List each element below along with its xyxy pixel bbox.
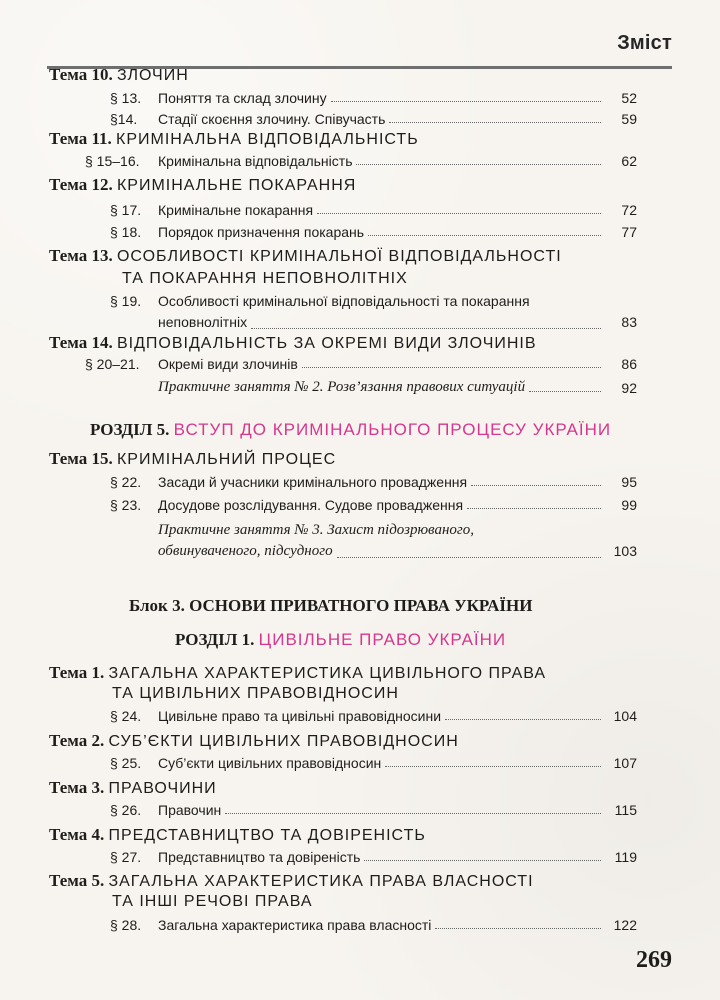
practice-2-page: 92	[621, 380, 637, 396]
entry-28-page: 122	[613, 917, 637, 933]
topic-10-title: ЗЛОЧИН	[116, 67, 189, 84]
running-head	[47, 26, 672, 69]
entry-27-page: 119	[614, 849, 637, 865]
entry-19-title-line1: Особливості кримінальної відповідальності та покарання	[158, 293, 530, 309]
entry-20-21-paragraph: § 20–21.	[85, 356, 140, 372]
topic-15	[49, 450, 336, 468]
topic-11	[49, 130, 419, 148]
entry-18-paragraph: § 18.	[110, 224, 142, 240]
entry-20-21-page: 86	[621, 356, 637, 372]
topic-1-continuation	[112, 684, 399, 702]
entry-20-21-title: Окремі види злочинів	[158, 356, 298, 372]
section-1	[175, 630, 506, 650]
entry-13	[110, 91, 637, 105]
entry-13-paragraph: § 13.	[110, 90, 142, 106]
practice-2-title: Практичне заняття № 2. Розв’язання правових ситуацій	[158, 379, 526, 395]
section-5-label: РОЗДІЛ 5.	[90, 420, 170, 439]
entry-27-leader	[364, 860, 601, 861]
block-3-title: Блок 3. ОСНОВИ ПРИВАТНОГО ПРАВА УКРАЇНИ	[129, 596, 533, 615]
topic-1-title-line2: ТА ЦИВІЛЬНИХ ПРАВОВІДНОСИН	[112, 685, 399, 702]
entry-19-leader	[251, 328, 601, 329]
topic-10-label: Тема 10.	[49, 65, 113, 84]
topic-1-title-line1: ЗАГАЛЬНА ХАРАКТЕРИСТИКА ЦИВІЛЬНОГО ПРАВА	[108, 665, 547, 682]
entry-26-leader	[225, 813, 601, 814]
practice-2-leader	[529, 391, 601, 392]
entry-17-page: 72	[621, 202, 637, 218]
entry-28-title: Загальна характеристика права власності	[158, 917, 432, 933]
entry-18-title: Порядок призначення покарань	[158, 224, 365, 240]
entry-18-leader	[368, 235, 601, 236]
entry-28-leader	[435, 928, 601, 929]
topic-14-label: Тема 14.	[49, 333, 113, 352]
topic-10	[49, 66, 189, 84]
topic-5-title-line1: ЗАГАЛЬНА ХАРАКТЕРИСТИКА ПРАВА ВЛАСНОСТІ	[108, 873, 534, 890]
entry-23-paragraph: § 23.	[110, 497, 142, 513]
topic-11-title: КРИМІНАЛЬНА ВІДПОВІДАЛЬНІСТЬ	[116, 131, 419, 148]
topic-3-label: Тема 3.	[49, 778, 105, 797]
entry-24-page: 104	[613, 708, 637, 724]
entry-15-16-page: 62	[621, 153, 637, 169]
entry-17-leader	[317, 213, 601, 214]
topic-15-label: Тема 15.	[49, 449, 113, 468]
entry-23-leader	[467, 508, 601, 509]
entry-13-page: 52	[621, 90, 637, 106]
entry-28-paragraph: § 28.	[110, 917, 142, 933]
entry-28	[110, 918, 637, 932]
entry-25	[110, 756, 637, 770]
entry-24	[110, 709, 637, 723]
topic-13-label: Тема 13.	[49, 246, 113, 265]
topic-4	[49, 826, 426, 844]
entry-24-leader	[445, 719, 601, 720]
entry-25-leader	[385, 766, 601, 767]
entry-27-title: Представництво та довіреність	[158, 849, 361, 865]
practice-3-page: 103	[613, 543, 637, 560]
entry-25-paragraph: § 25.	[110, 755, 142, 771]
entry-18	[110, 225, 637, 239]
section-1-title: ЦИВІЛЬНЕ ПРАВО УКРАЇНИ	[258, 630, 507, 649]
entry-26	[110, 803, 637, 817]
section-5-title: ВСТУП ДО КРИМІНАЛЬНОГО ПРОЦЕСУ УКРАЇНИ	[173, 420, 612, 439]
topic-5-label: Тема 5.	[49, 871, 105, 890]
entry-15-16-leader	[356, 164, 601, 165]
entry-19-paragraph: § 19.	[110, 293, 142, 309]
entry-27	[110, 850, 637, 864]
entry-24-title: Цивільне право та цивільні правовідносини	[158, 708, 442, 724]
topic-11-label: Тема 11.	[49, 129, 112, 148]
topic-13	[49, 247, 562, 265]
entry-22-paragraph: § 22.	[110, 474, 142, 490]
entry-23-page: 99	[621, 497, 637, 513]
practice-3-leader	[337, 557, 601, 558]
entry-15-16-paragraph: § 15–16.	[85, 153, 140, 169]
entry-22-page: 95	[621, 474, 637, 490]
entry-19-page: 83	[621, 314, 637, 330]
practice-2	[158, 380, 637, 395]
entry-14-paragraph: §14.	[110, 111, 138, 127]
entry-20-21-leader	[302, 367, 601, 368]
practice-3-title-line2: обвинуваченого, підсудного	[158, 543, 333, 559]
running-head-title: Зміст	[617, 32, 672, 54]
topic-5	[49, 872, 534, 890]
entry-14-title: Стадії скоєння злочину. Співучасть	[158, 111, 386, 127]
entry-25-title: Суб’єкти цивільних правовідносин	[158, 755, 382, 771]
entry-17	[110, 203, 637, 217]
topic-13-title-line2: ТА ПОКАРАННЯ НЕПОВНОЛІТНІХ	[122, 270, 408, 287]
entry-26-title: Правочин	[158, 802, 222, 818]
topic-5-title-line2: ТА ІНШІ РЕЧОВІ ПРАВА	[112, 893, 313, 910]
entry-15-16	[85, 154, 637, 168]
topic-2-label: Тема 2.	[49, 731, 105, 750]
entry-19-title-line2: неповнолітніх	[158, 314, 248, 330]
section-1-label: РОЗДІЛ 1.	[175, 630, 255, 649]
entry-26-page: 115	[614, 802, 637, 818]
section-5	[90, 420, 611, 440]
entry-14-leader	[389, 122, 601, 123]
entry-23	[110, 498, 637, 512]
entry-26-paragraph: § 26.	[110, 802, 142, 818]
topic-12-label: Тема 12.	[49, 175, 113, 194]
practice-3-title-line1: Практичне заняття № 3. Захист підозрюваного,	[158, 522, 474, 538]
entry-14-page: 59	[621, 111, 637, 127]
entry-17-title: Кримінальне покарання	[158, 202, 314, 218]
entry-23-title: Досудове розслідування. Судове провадження	[158, 497, 464, 513]
topic-14-title: ВІДПОВІДАЛЬНІСТЬ ЗА ОКРЕМІ ВИДИ ЗЛОЧИНІВ	[116, 335, 537, 352]
topic-14	[49, 334, 537, 352]
entry-25-page: 107	[613, 755, 637, 771]
topic-1	[49, 664, 546, 682]
topic-5-continuation	[112, 892, 313, 910]
topic-4-label: Тема 4.	[49, 825, 105, 844]
topic-2	[49, 732, 459, 750]
topic-4-title: ПРЕДСТАВНИЦТВО ТА ДОВІРЕНІСТЬ	[108, 827, 426, 844]
entry-20-21	[85, 357, 637, 371]
topic-12-title: КРИМІНАЛЬНЕ ПОКАРАННЯ	[116, 177, 357, 194]
entry-22-title: Засади й учасники кримінального провадження	[158, 474, 468, 490]
topic-15-title: КРИМІНАЛЬНИЙ ПРОЦЕС	[116, 451, 337, 468]
topic-3	[49, 779, 217, 797]
topic-3-title: ПРАВОЧИНИ	[108, 780, 217, 797]
page-number: 269	[636, 947, 672, 973]
entry-24-paragraph: § 24.	[110, 708, 142, 724]
topic-1-label: Тема 1.	[49, 663, 105, 682]
topic-13-continuation	[122, 269, 408, 287]
practice-3-line2	[158, 541, 637, 561]
entry-18-page: 77	[621, 224, 637, 240]
entry-17-paragraph: § 17.	[110, 202, 142, 218]
topic-2-title: СУБ’ЄКТИ ЦИВІЛЬНИХ ПРАВОВІДНОСИН	[108, 733, 459, 750]
entry-19	[110, 292, 637, 334]
entry-22	[110, 475, 637, 489]
entry-27-paragraph: § 27.	[110, 849, 142, 865]
practice-3	[110, 520, 637, 562]
topic-12	[49, 176, 356, 194]
entry-22-leader	[471, 485, 601, 486]
entry-19-line2	[158, 313, 637, 332]
entry-15-16-title: Кримінальна відповідальність	[158, 153, 353, 169]
entry-13-title: Поняття та склад злочину	[158, 90, 327, 106]
topic-13-title-line1: ОСОБЛИВОСТІ КРИМІНАЛЬНОЇ ВІДПОВІДАЛЬНОСТІ	[116, 248, 562, 265]
entry-13-leader	[331, 101, 601, 102]
entry-14	[110, 112, 637, 126]
